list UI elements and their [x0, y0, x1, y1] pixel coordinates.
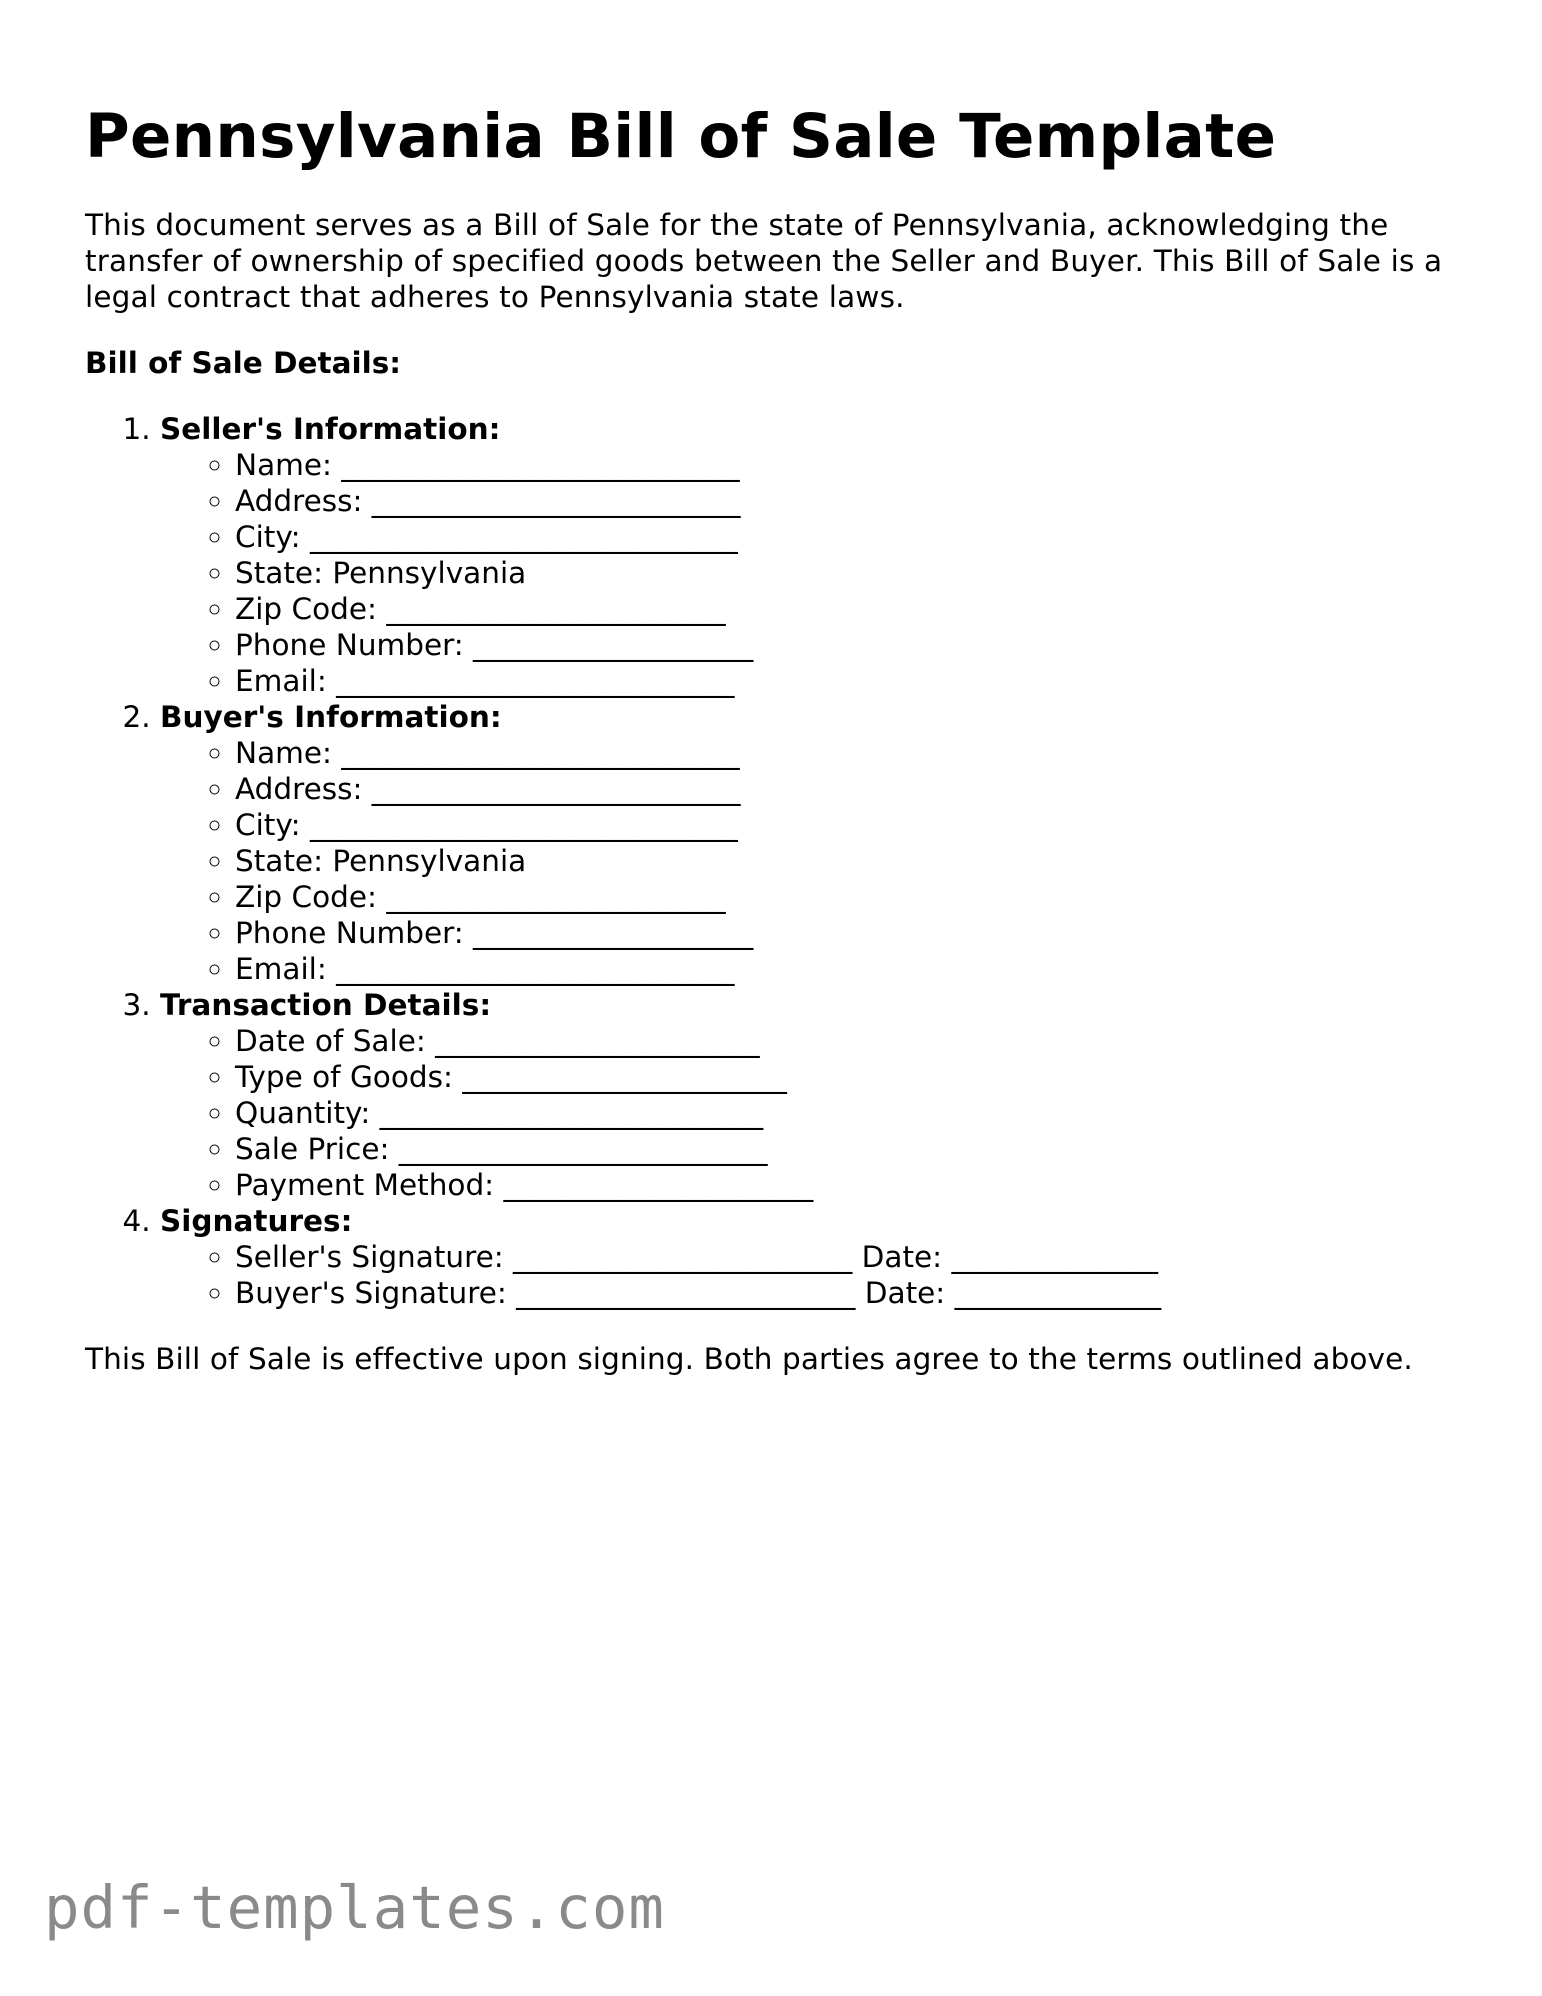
section-title: Buyer's Information: — [160, 700, 502, 735]
field-buyer-zip: ◦ Zip Code: _______________________ — [235, 879, 1465, 915]
document-page — [85, 100, 1465, 1377]
field-list — [160, 1239, 1465, 1311]
closing-paragraph: This Bill of Sale is effective upon signing. Both parties agree to the terms outlined above. — [85, 1342, 1413, 1377]
section-signatures — [160, 1203, 1465, 1311]
field-list — [160, 1023, 1465, 1203]
field-buyer-name: ◦ Name: ___________________________ — [235, 735, 1465, 771]
field-buyer-phone: ◦ Phone Number: ___________________ — [235, 915, 1465, 951]
details-heading: Bill of Sale Details: — [85, 346, 402, 381]
section-title: Seller's Information: — [160, 412, 501, 447]
field-seller-city: ◦ City: _____________________________ — [235, 519, 1465, 555]
field-seller-email: ◦ Email: ___________________________ — [235, 663, 1465, 699]
field-buyer-state: ◦ State: Pennsylvania — [235, 843, 1465, 879]
field-seller-phone: ◦ Phone Number: ___________________ — [235, 627, 1465, 663]
sections-list — [85, 411, 1465, 1311]
field-list — [160, 447, 1465, 699]
intro-paragraph: This document serves as a Bill of Sale for the state of Pennsylvania, acknowledging the transfer of ownership of specified goods between the Seller and Buyer. This Bill of Sale is a legal contract that adheres to Pennsylvania state laws. — [85, 208, 1443, 315]
field-sale-price: ◦ Sale Price: _________________________ — [235, 1131, 1465, 1167]
section-buyers-information — [160, 699, 1465, 987]
field-quantity: ◦ Quantity: __________________________ — [235, 1095, 1465, 1131]
field-buyer-address: ◦ Address: _________________________ — [235, 771, 1465, 807]
watermark: pdf-templates.com — [44, 1873, 665, 1942]
field-seller-state: ◦ State: Pennsylvania — [235, 555, 1465, 591]
field-list — [160, 735, 1465, 987]
page-title: Pennsylvania Bill of Sale Template — [85, 101, 1277, 172]
field-seller-name: ◦ Name: ___________________________ — [235, 447, 1465, 483]
field-payment-method: ◦ Payment Method: _____________________ — [235, 1167, 1465, 1203]
field-buyer-email: ◦ Email: ___________________________ — [235, 951, 1465, 987]
section-title: Signatures: — [160, 1204, 353, 1239]
section-sellers-information — [160, 411, 1465, 699]
field-buyer-signature: ◦ Buyer's Signature: _______________________ Date: ______________ — [235, 1275, 1465, 1311]
field-type-of-goods: ◦ Type of Goods: ______________________ — [235, 1059, 1465, 1095]
field-seller-signature: ◦ Seller's Signature: _______________________ Date: ______________ — [235, 1239, 1465, 1275]
field-buyer-city: ◦ City: _____________________________ — [235, 807, 1465, 843]
field-seller-address: ◦ Address: _________________________ — [235, 483, 1465, 519]
section-transaction-details — [160, 987, 1465, 1203]
section-title: Transaction Details: — [160, 988, 492, 1023]
field-date-of-sale: ◦ Date of Sale: ______________________ — [235, 1023, 1465, 1059]
field-seller-zip: ◦ Zip Code: _______________________ — [235, 591, 1465, 627]
